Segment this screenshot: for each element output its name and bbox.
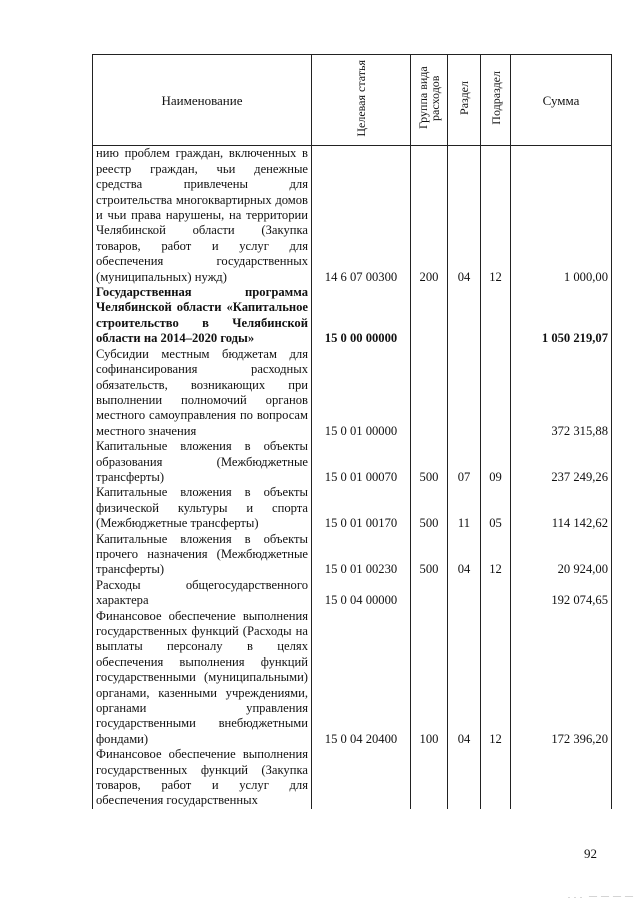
- row-subsection: 12: [481, 609, 511, 748]
- row-expense-group: [411, 578, 448, 609]
- row-section: [448, 285, 481, 347]
- row-name: Капитальные вложения в объекты прочего назначения (Межбюджетные трансферты): [93, 532, 312, 578]
- row-sum: 372 315,88: [511, 347, 612, 439]
- row-section: [448, 747, 481, 809]
- header-name: Наименование: [93, 55, 312, 146]
- table-header-row: [93, 55, 612, 146]
- row-sum: 237 249,26: [511, 439, 612, 485]
- row-sum: 192 074,65: [511, 578, 612, 609]
- row-sum: 1 050 219,07: [511, 285, 612, 347]
- row-target-article: 15 0 01 00000: [312, 347, 411, 439]
- table-row: [93, 439, 612, 485]
- row-name: Капитальные вложения в объекты физической культуры и спорта (Межбюджетные трансферты): [93, 485, 312, 531]
- row-subsection: 12: [481, 146, 511, 285]
- row-target-article: 15 0 01 00070: [312, 439, 411, 485]
- row-target-article: [312, 747, 411, 809]
- table-row: [93, 747, 612, 809]
- row-section: 04: [448, 609, 481, 748]
- row-section: 07: [448, 439, 481, 485]
- header-target-article: Целевая статья: [312, 55, 411, 146]
- table-row: [93, 532, 612, 578]
- table-row: [93, 578, 612, 609]
- row-name: Расходы общегосударственного характера: [93, 578, 312, 609]
- row-name: Капитальные вложения в объекты образования (Межбюджетные трансферты): [93, 439, 312, 485]
- row-sum: 20 924,00: [511, 532, 612, 578]
- row-section: 11: [448, 485, 481, 531]
- row-expense-group: 500: [411, 532, 448, 578]
- row-name: Финансовое обеспечение выполнения государственных функций (Расходы на выплаты персоналу в целях обеспечения выполнения функций государственными (муниципальными) органами, казенными учреждениями, органами управления государственными внебюджетными фондами): [93, 609, 312, 748]
- row-subsection: [481, 747, 511, 809]
- row-expense-group: 200: [411, 146, 448, 285]
- row-section: 04: [448, 146, 481, 285]
- row-target-article: 15 0 04 00000: [312, 578, 411, 609]
- header-sum: Сумма: [511, 55, 612, 146]
- row-sum: 172 396,20: [511, 609, 612, 748]
- row-section: [448, 347, 481, 439]
- row-subsection: 12: [481, 532, 511, 578]
- table-row: [93, 485, 612, 531]
- table-row: [93, 146, 612, 285]
- row-subsection: 09: [481, 439, 511, 485]
- row-sum: 114 142,62: [511, 485, 612, 531]
- header-subsection: Подраздел: [481, 55, 511, 146]
- page-number: 92: [584, 846, 597, 861]
- row-expense-group: 500: [411, 439, 448, 485]
- row-target-article: 14 6 07 00300: [312, 146, 411, 285]
- row-sum: [511, 747, 612, 809]
- row-expense-group: 500: [411, 485, 448, 531]
- row-subsection: [481, 347, 511, 439]
- row-section: 04: [448, 532, 481, 578]
- table-row: [93, 609, 612, 748]
- row-target-article: 15 0 01 00230: [312, 532, 411, 578]
- row-expense-group: [411, 747, 448, 809]
- header-section: Раздел: [448, 55, 481, 146]
- row-target-article: 15 0 04 20400: [312, 609, 411, 748]
- row-section: [448, 578, 481, 609]
- row-expense-group: [411, 347, 448, 439]
- row-expense-group: [411, 285, 448, 347]
- row-target-article: 15 0 01 00170: [312, 485, 411, 531]
- row-sum: 1 000,00: [511, 146, 612, 285]
- table-body: [93, 146, 612, 809]
- row-subsection: 05: [481, 485, 511, 531]
- row-name: Субсидии местным бюджетам для софинансирования расходных обязательств, возникающих при выполнении полномочий органов местного самоуправления по вопросам местного значения: [93, 347, 312, 439]
- budget-table: [92, 54, 612, 809]
- header-expense-group: Группа вида расходов: [411, 55, 448, 146]
- row-target-article: 15 0 00 00000: [312, 285, 411, 347]
- row-subsection: [481, 285, 511, 347]
- row-name: Финансовое обеспечение выполнения государственных функций (Закупка товаров, работ и услуг для обеспечения государственных: [93, 747, 312, 809]
- scan-artifact: . . . — — — —: [568, 891, 634, 900]
- table-row: [93, 347, 612, 439]
- table-row: [93, 285, 612, 347]
- row-subsection: [481, 578, 511, 609]
- row-name: Государственная программа Челябинской области «Капитальное строительство в Челябинской области на 2014–2020 годы»: [93, 285, 312, 347]
- row-expense-group: 100: [411, 609, 448, 748]
- row-name: нию проблем граждан, включенных в реестр граждан, чьи денежные средства привлечены для строительства многоквартирных домов и чьи права нарушены, на территории Челябинской области (Закупка товаров, работ и услуг для обеспечения государственных (муниципальных) нужд): [93, 146, 312, 285]
